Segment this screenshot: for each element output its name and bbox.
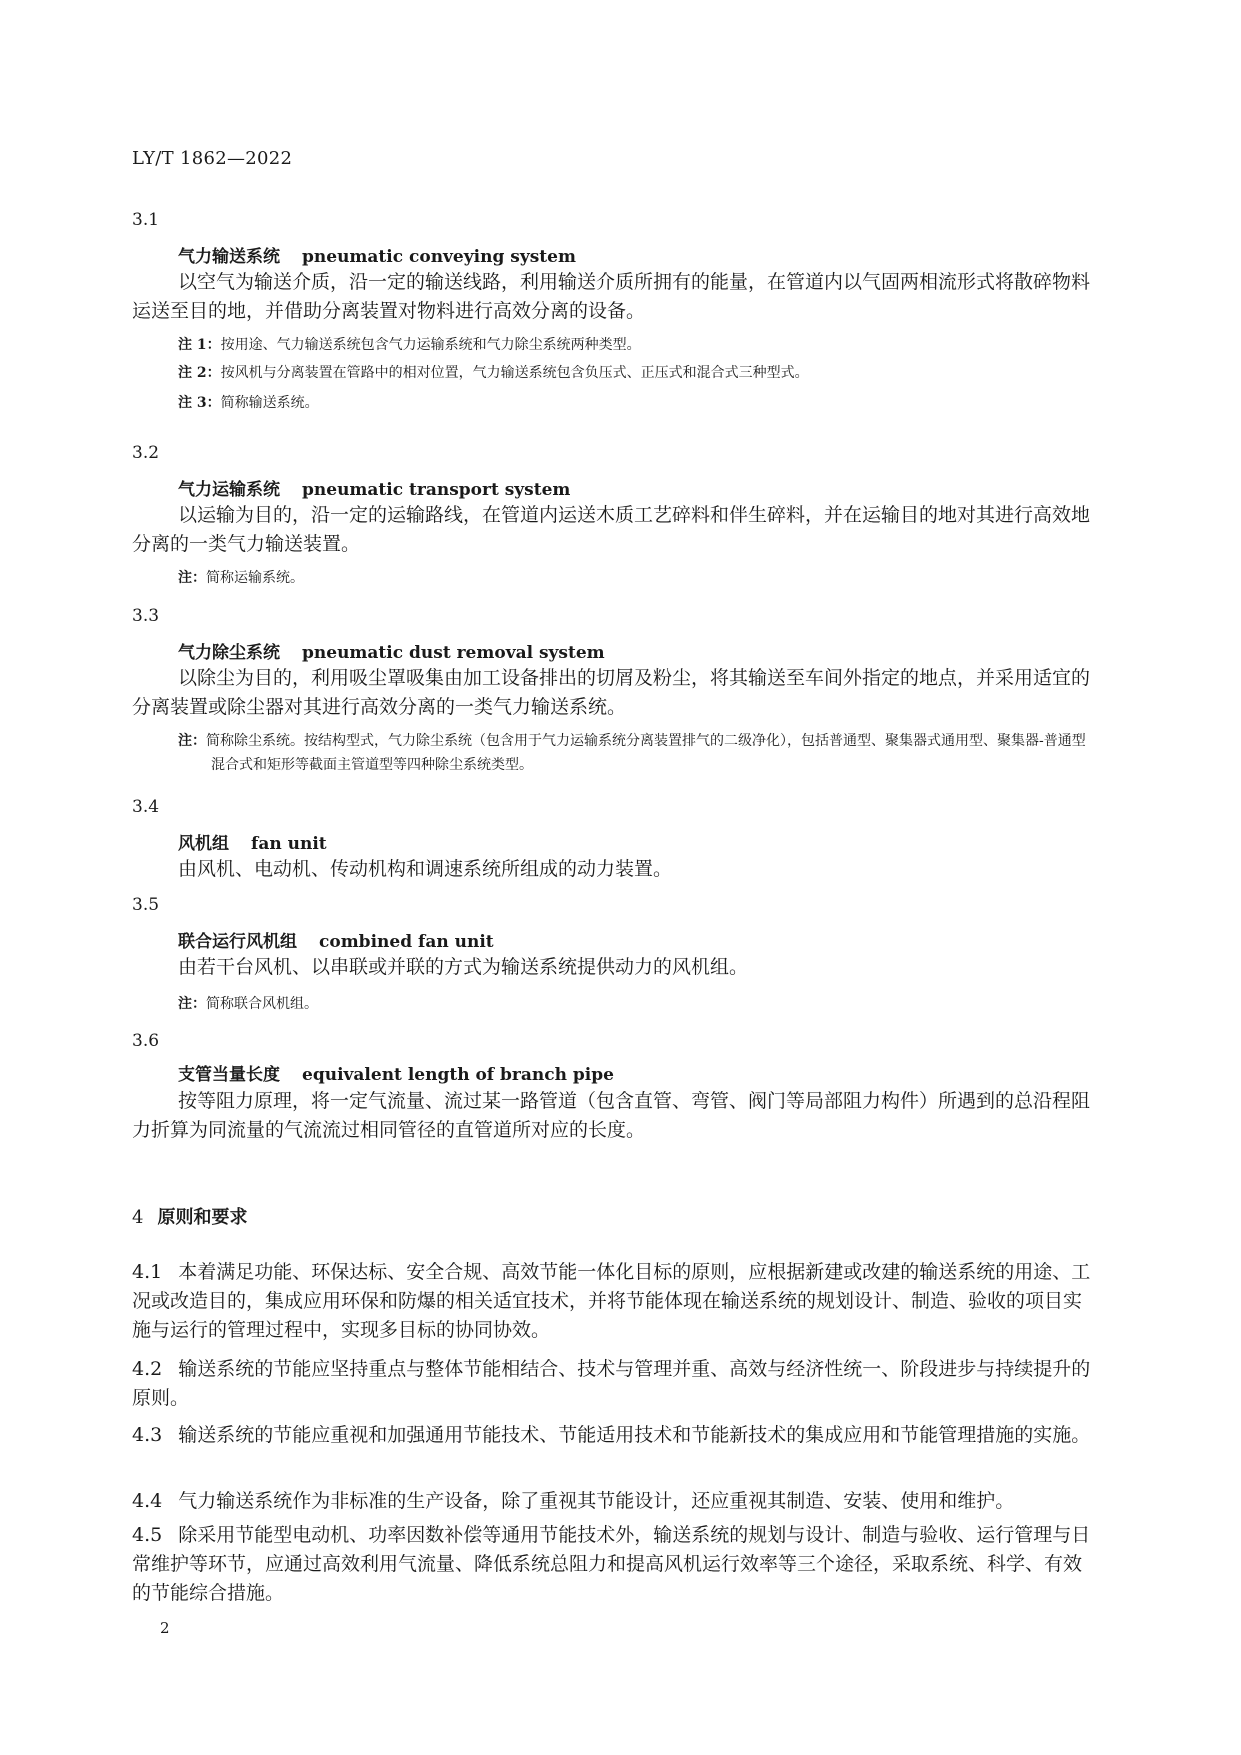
note-label: 注 3： [178, 395, 221, 411]
section-number: 4 [132, 1207, 144, 1228]
term-number: 3.4 [132, 797, 160, 817]
term-definition: 以空气为输送介质，沿一定的输送线路，利用输送介质所拥有的能量，在管道内以气固两相流形式将散碎物料运送至目的地，并借助分离装置对物料进行高效分离的设备。 [132, 271, 1091, 322]
term-note [178, 361, 1096, 385]
term-zh: 联合运行风机组 [178, 932, 297, 952]
section-heading [132, 1203, 247, 1229]
note-label: 注： [178, 570, 206, 586]
term-title [178, 829, 327, 854]
clause-number: 4.1 [132, 1261, 163, 1283]
note-label: 注： [178, 733, 206, 749]
clause-text: 本着满足功能、环保达标、安全合规、高效节能一体化目标的原则，应根据新建或改建的输送系统的用途、工况或改造目的，集成应用环保和防爆的相关适宜技术，并将节能体现在输送系统的规划设计、制造、验收的项目实施与运行的管理过程中，实现多目标的协同协效。 [132, 1261, 1091, 1341]
term-number: 3.2 [132, 443, 160, 463]
term-number: 3.1 [132, 210, 160, 230]
term-number: 3.3 [132, 606, 160, 626]
term-zh: 支管当量长度 [178, 1065, 280, 1085]
note-text: 按用途、气力输送系统包含气力运输系统和气力除尘系统两种类型。 [220, 337, 641, 353]
clause [132, 1421, 1096, 1450]
term-title [178, 1060, 614, 1085]
term-definition: 由若干台风机、以串联或并联的方式为输送系统提供动力的风机组。 [178, 956, 749, 978]
term-zh: 风机组 [178, 834, 229, 854]
term-en: fan unit [251, 834, 327, 854]
section-title: 原则和要求 [157, 1207, 248, 1228]
clause-text: 输送系统的节能应重视和加强通用节能技术、节能适用技术和节能新技术的集成应用和节能管理措施的实施。 [178, 1424, 1091, 1446]
term-en: equivalent length of branch pipe [302, 1065, 614, 1085]
term-en: pneumatic dust removal system [302, 643, 605, 663]
clause [132, 1521, 1096, 1608]
clause-number: 4.2 [132, 1358, 163, 1380]
term-en: pneumatic transport system [302, 480, 571, 500]
clause [132, 1258, 1096, 1345]
note-text: 简称输送系统。 [220, 395, 319, 411]
term-definition: 以运输为目的，沿一定的运输路线，在管道内运送木质工艺碎料和伴生碎料，并在运输目的地对其进行高效地分离的一类气力输送装置。 [132, 504, 1091, 555]
clause [132, 1487, 1096, 1516]
clause-text: 输送系统的节能应坚持重点与整体节能相结合、技术与管理并重、高效与经济性统一、阶段进步与持续提升的原则。 [132, 1358, 1091, 1409]
term-note [178, 566, 1096, 590]
term-note [178, 333, 1096, 357]
term-title [178, 242, 576, 267]
standard-code-header: LY/T 1862—2022 [132, 148, 293, 169]
note-label: 注： [178, 996, 206, 1012]
term-definition: 以除尘为目的，利用吸尘罩吸集由加工设备排出的切屑及粉尘，将其输送至车间外指定的地点，并采用适宜的分离装置或除尘器对其进行高效分离的一类气力输送系统。 [132, 667, 1091, 718]
note-label: 注 2： [178, 365, 221, 381]
clause-number: 4.3 [132, 1424, 163, 1446]
clause-number: 4.5 [132, 1524, 163, 1546]
note-text: 简称联合风机组。 [206, 996, 318, 1012]
clause-text: 气力输送系统作为非标准的生产设备，除了重视其节能设计，还应重视其制造、安装、使用和维护。 [178, 1490, 1015, 1512]
term-title [178, 927, 494, 952]
note-text: 按风机与分离装置在管路中的相对位置，气力输送系统包含负压式、正压式和混合式三种型式。 [220, 365, 809, 381]
term-note [178, 391, 1096, 415]
note-text: 简称运输系统。 [206, 570, 304, 586]
term-number: 3.6 [132, 1031, 160, 1051]
term-title [178, 475, 570, 500]
term-definition: 按等阻力原理，将一定气流量、流过某一路管道（包含直管、弯管、阀门等局部阻力构件）所遇到的总沿程阻力折算为同流量的气流流过相同管径的直管道所对应的长度。 [132, 1090, 1091, 1141]
term-title [178, 638, 605, 663]
term-zh: 气力运输系统 [178, 480, 280, 500]
term-note [178, 992, 1096, 1016]
page-number: 2 [160, 1619, 170, 1637]
term-definition: 由风机、电动机、传动机构和调速系统所组成的动力装置。 [178, 858, 673, 880]
term-zh: 气力输送系统 [178, 247, 280, 267]
term-en: pneumatic conveying system [302, 247, 576, 267]
term-number: 3.5 [132, 895, 160, 915]
term-en: combined fan unit [319, 932, 494, 952]
note-text: 简称除尘系统。按结构型式，气力除尘系统（包含用于气力运输系统分离装置排气的二级净化），包括普通型、聚集器式通用型、聚集器-普通型混合式和矩形等截面主管道型等四种除尘系统类型。 [206, 733, 1086, 773]
term-note [178, 729, 1096, 777]
clause-number: 4.4 [132, 1490, 163, 1512]
note-label: 注 1： [178, 337, 221, 353]
clause-text: 除采用节能型电动机、功率因数补偿等通用节能技术外，输送系统的规划与设计、制造与验收、运行管理与日常维护等环节，应通过高效利用气流量、降低系统总阻力和提高风机运行效率等三个途径，采取系统、科学、有效的节能综合措施。 [132, 1524, 1091, 1604]
clause [132, 1355, 1096, 1413]
term-zh: 气力除尘系统 [178, 643, 280, 663]
